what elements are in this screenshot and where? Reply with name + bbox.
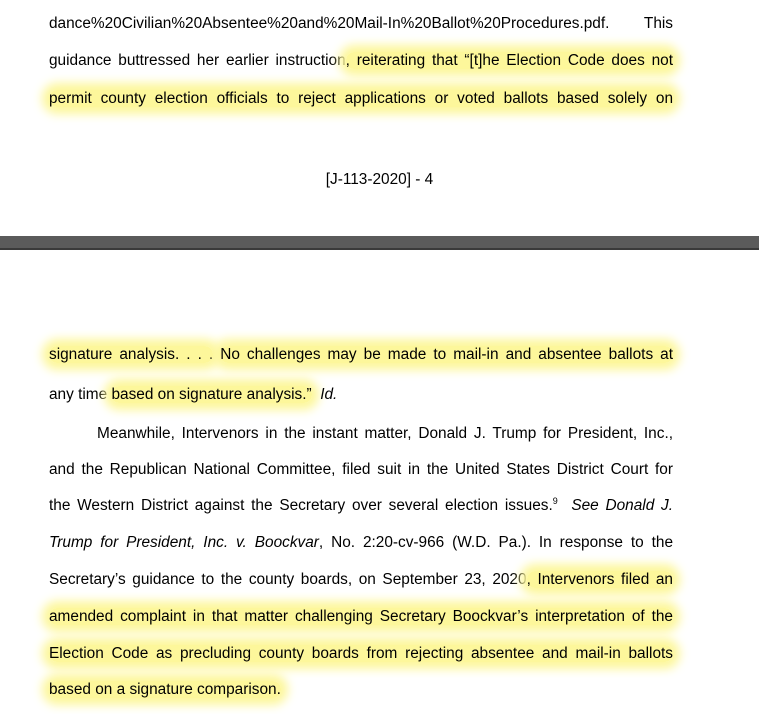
text-span: Secretary’s guidance to the county boards, on September 23, 2020 [49,571,527,588]
highlighted-text: based on a signature comparison. [49,681,281,698]
text-line [49,533,673,553]
highlighted-text: permit county election officials to reject applications or voted ballots based solely on [49,90,673,107]
highlighted-text: No challenges may be made to mail-in and absentee ballots at [220,346,674,363]
highlighted-text: , reiterating that “[t]he Election Code does not [345,52,673,69]
highlighted-text: amended complaint in that matter challenging Secretary Boockvar’s interpretation of the [49,608,673,625]
document-page-bottom [0,250,759,714]
text-line [49,680,281,700]
highlighted-text: based on signature analysis.” [111,386,312,403]
page-separator [0,236,759,250]
highlighted-text: , Intervenors filed an [526,571,673,588]
text-line [49,51,673,71]
text-line [49,385,337,405]
text-line [49,496,673,516]
highlighted-text: Election Code as precluding county boards from rejecting absentee and mail-in ballots [49,645,673,662]
text-span: the Western District against the Secretary over several election issues. [49,497,553,514]
text-line [49,607,673,627]
case-citation: See Donald J. [571,497,673,514]
text-span: any time [49,386,112,403]
highlighted-text: signature analysis. . . . [49,346,214,363]
citation-id: Id. [320,386,338,403]
text-span: guidance buttressed her earlier instruction [49,52,346,69]
footnote-marker: 9 [552,496,558,506]
text-line [49,89,673,109]
page-footer-citation: [J-113-2020] - 4 [325,171,434,188]
text-line [49,644,673,664]
text-line: Meanwhile, Intervenors in the instant matter, Donald J. Trump for President, Inc., [97,425,673,442]
text-line: and the Republican National Committee, filed suit in the United States District Court for [49,461,673,478]
text-line [49,345,673,365]
text-span: , No. 2:20-cv-966 (W.D. Pa.). In response to the [318,534,674,551]
text-line [49,570,673,590]
text-line: dance%20Civilian%20Absentee%20and%20Mail-In%20Ballot%20Procedures.pdf. This [49,15,673,32]
case-citation: Trump for President, Inc. v. Boockvar [49,534,319,551]
document-page-top [0,0,759,236]
